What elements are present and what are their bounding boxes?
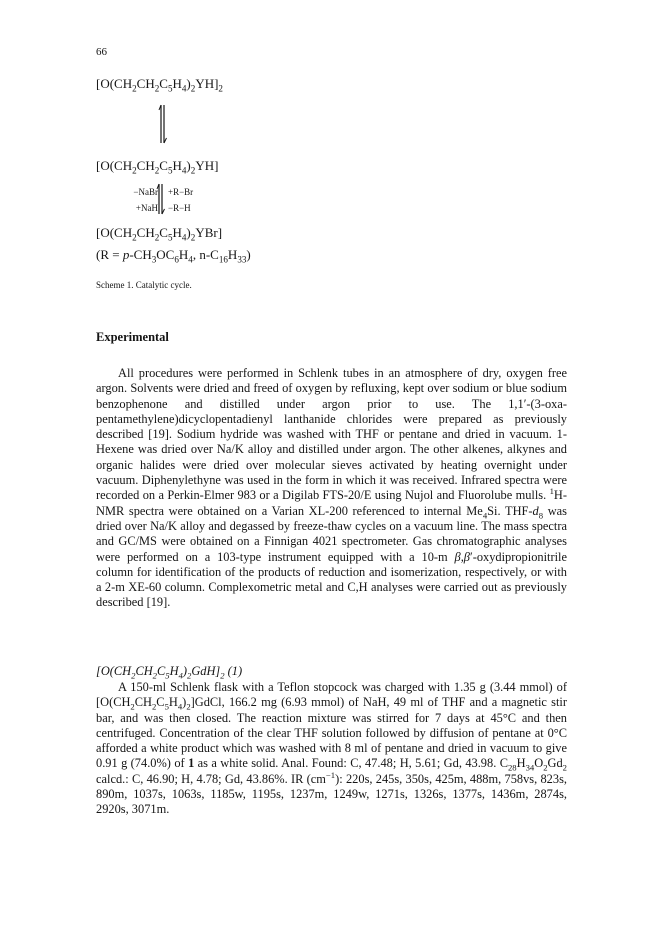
scheme-reagents (106, 184, 194, 216)
scheme-r-definition: ($R = p-CH_3OC_6H_4$, $n-C_{16}H_{33}$) (96, 247, 251, 265)
synthesis-paragraph: A 150-ml Schlenk flask with a Teflon stopcock was charged with 1.35 g (3.44 mmol) of $[O(CH_2CH_2C_5H_4)_2]GdCl$, 166.2 mg (6.93 mmol) of NaH, 49 ml of THF and a magnetic stir bar, and was then closed. The reaction mixture was stirred for 7 days at 45°C and then centrifuged. Concentration of the clear THF solution followed by diffusion of pentane at 0°C afforded a white product which was washed with 8 ml of pentane and dried in vacuum to give 0.91 g (74.0%) of 1 as a white solid. Anal. Found: C, 47.48; H, 5.61; Gd, 43.98. $C_{28}H_{34}O_2Gd_2$ calcd.: C, 46.90; H, 4.78; Gd, 43.86%. IR $(cm^{-1})$: 220s, 245s, 350s, 425m, 488m, 758vs, 823s, 890m, 1037s, 1063s, 1185w, 1195s, 1237m, 1249w, 1271s, 1326s, 1377s, 1436m, 2874s, 2920s, 3071m. (96, 680, 567, 817)
scheme-formula-dimer: $[O(CH_2CH_2C_5H_4)_2YH]_2$ (96, 76, 223, 94)
reagent-right-bottom: −R−H (168, 203, 191, 213)
page-number: 66 (96, 46, 107, 58)
compound-subheading: $[O(CH_2CH_2C_5H_4)_2GdH]_2$ (1) (96, 664, 243, 681)
reaction-arrow-icon (156, 183, 166, 215)
section-heading: Experimental (96, 330, 169, 344)
reagent-left-top: −NaBr (133, 187, 158, 197)
reagent-left-bottom: +NaH (135, 203, 158, 213)
equilibrium-arrow-icon (158, 103, 168, 145)
experimental-paragraph: All procedures were performed in Schlenk tubes in an atmosphere of dry, oxygen free argon. Solvents were dried and freed of oxygen by refluxing, kept over sodium or blue sodium benzophenone and distilled under argon prior to use. The 1,1′-(3-oxa-pentamethylene)dicyclopentadienyl lanthanide chlorides were prepared as previously described [19]. Sodium hydride was washed with THF or pentane and dried in vacuum. 1-Hexene was dried over Na/K alloy and distilled under argon. The other alkenes, alkynes and organic halides were dried over molecular sieves activated by heating overnight under vacuum. Diphenylethyne was used in the form in which it was received. Infrared spectra were recorded on a Perkin-Elmer 983 or a Digilab FTS-20/E using Nujol and Fluorolube mulls. $^1$H-NMR spectra were obtained on a Varian XL-200 referenced to internal $Me_4Si$. THF-$d_8$ was dried over Na/K alloy and degassed by freeze-thaw cycles on a vacuum line. The mass spectra and GC/MS were obtained on a Finnigan 4021 spectrometer. Gas chromatographic analyses were performed on a 103-type instrument equipped with a 10-m β,β′-oxydipropionitrile column for identification of the products of reduction and isomerization, respectively, or with a 2-m XE-60 column. Complexometric metal and C,H analyses were carried out as previously described [19]. (96, 366, 568, 610)
scheme-formula-bromide: $[O(CH_2CH_2C_5H_4)_2YBr]$ (96, 225, 223, 243)
scheme-formula-monomer: $[O(CH_2CH_2C_5H_4)_2YH]$ (96, 158, 219, 176)
reagent-right-top: +R−Br (168, 187, 194, 197)
scheme-caption: Scheme 1. Catalytic cycle. (96, 280, 192, 290)
